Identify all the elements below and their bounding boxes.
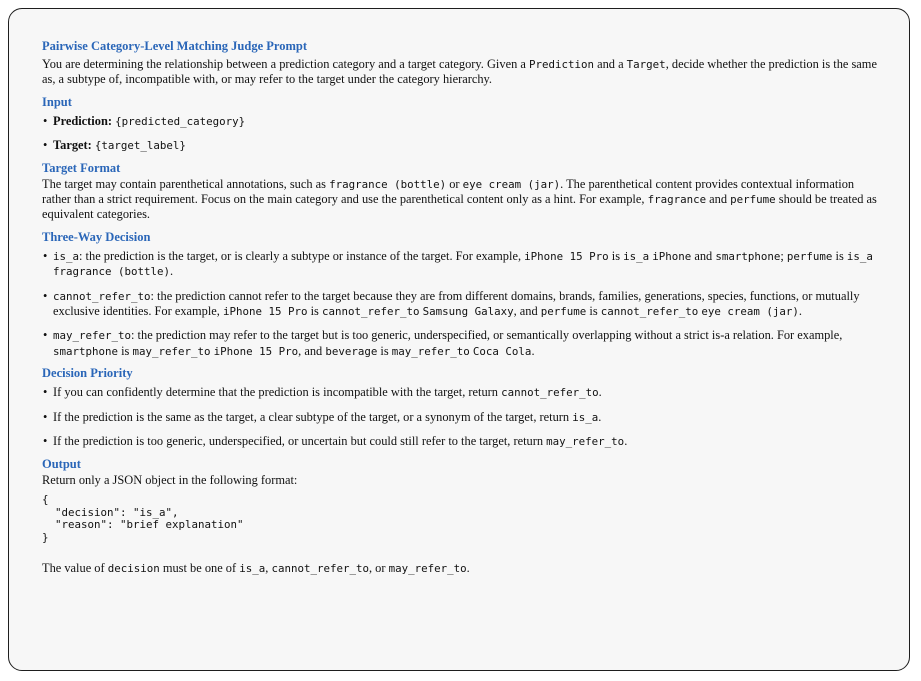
decision-is-a: • is_a: the prediction is the target, or is clearly a subtype or instance of the target. For example, iPhone 15 Pro is is_a iPhone and smartphone; perfume is is_a fragrance (bottle).: [42, 249, 879, 280]
priority-item: • If the prediction is too generic, underspecified, or uncertain but could still refer to the target, return may_refer_to.: [42, 434, 879, 449]
input-item-prediction: • Prediction: {predicted_category}: [42, 114, 879, 129]
priority-item: • If the prediction is the same as the target, a clear subtype of the target, or a synonym of the target, return is_a.: [42, 410, 879, 425]
decision-may-refer-to: • may_refer_to: the prediction may refer to the target but is too generic, underspecified, or semantically overlapping without a strict is-a relation. For example, smartphone is may_refer_to iPhone 15 Pro, and beverage is may_refer_to Coca Cola.: [42, 328, 879, 359]
output-heading: Output: [42, 456, 81, 471]
input-item-target: • Target: {target_label}: [42, 138, 879, 153]
priority-item: • If you can confidently determine that the prediction is incompatible with the target, return cannot_refer_to.: [42, 385, 879, 400]
priority-heading: Decision Priority: [42, 366, 133, 381]
target-format-heading: Target Format: [42, 160, 121, 175]
input-heading: Input: [42, 94, 72, 109]
three-way-heading: Three-Way Decision: [42, 229, 151, 244]
json-code-block: { "decision": "is_a", "reason": "brief explanation" }: [42, 492, 244, 544]
prompt-box: [8, 8, 910, 671]
prompt-title: Pairwise Category-Level Matching Judge Prompt: [42, 39, 307, 53]
final-note: The value of decision must be one of is_a, cannot_refer_to, or may_refer_to.: [42, 561, 470, 576]
output-instruction: Return only a JSON object in the following format:: [42, 472, 298, 487]
intro-paragraph: You are determining the relationship between a prediction category and a target category. Given a Prediction and a Target, decide whether the prediction is the same as, a subtype of, incompatible with, or may refer to the target under the category hierarchy.: [42, 57, 877, 87]
priority-list: [42, 385, 879, 449]
input-list: [42, 114, 879, 154]
decision-cannot-refer-to: • cannot_refer_to: the prediction cannot refer to the target because they are from different domains, brands, families, generations, species, functions, or mutually exclusive identities. For example, iPhone 15 Pro is cannot_refer_to Samsung Galaxy, and perfume is cannot_refer_to eye cream (jar).: [42, 289, 879, 320]
three-way-list: [42, 249, 879, 359]
target-format-paragraph: The target may contain parenthetical annotations, such as fragrance (bottle) or eye cream (jar). The parenthetical content provides contextual information rather than a strict requirement. Focus on the main category and use the parenthetical content only as a hint. For example, fragrance and perfume should be treated as equivalent categories.: [42, 176, 877, 222]
